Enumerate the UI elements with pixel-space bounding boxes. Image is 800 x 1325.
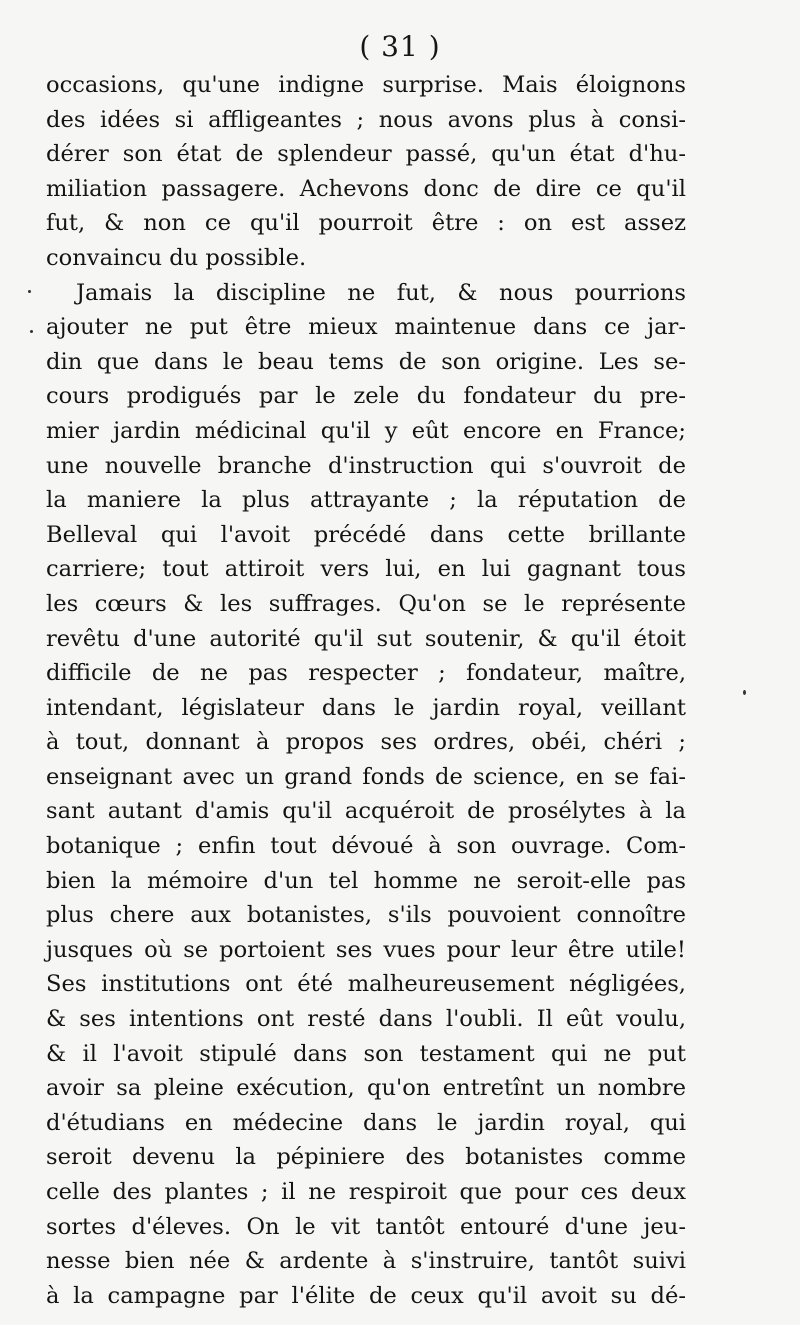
text-line: sortes d'éleves. On le vit tantôt entouré d'une jeu-	[46, 1213, 686, 1240]
text-line: convaincu du possible.	[46, 244, 307, 271]
text-line: nesse bien née & ardente à s'instruire, tantôt suivi	[46, 1248, 686, 1275]
text-line: ajouter ne put être mieux maintenue dans ce jar-	[46, 314, 686, 341]
text-line: à la campagne par l'élite de ceux qu'il avoit su dé-	[46, 1282, 686, 1309]
text-line: dérer son état de splendeur passé, qu'un état d'hu-	[46, 141, 686, 168]
text-line: occasions, qu'une indigne surprise. Mais éloignons	[46, 72, 686, 98]
text-line: enseignant avec un grand fonds de science, en se fai-	[46, 763, 686, 790]
text-line: carriere; tout attiroit vers lui, en lui gagnant tous	[46, 556, 686, 583]
page-text	[46, 68, 686, 1313]
text-line: seroit devenu la pépiniere des botanistes comme	[46, 1144, 686, 1171]
ink-speck	[28, 290, 31, 293]
page-number: ( 31 )	[359, 30, 441, 63]
ink-speck	[30, 330, 33, 333]
text-line: celle des plantes ; il ne respiroit que pour ces deux	[46, 1179, 686, 1205]
text-line: intendant, législateur dans le jardin royal, veillant	[46, 694, 686, 721]
text-line: une nouvelle branche d'instruction qui s'ouvroit de	[46, 452, 686, 479]
text-line: sant autant d'amis qu'il acquéroit de prosélytes à la	[46, 798, 686, 825]
text-line: mier jardin médicinal qu'il y eût encore en France;	[46, 417, 686, 444]
text-line: Belleval qui l'avoit précédé dans cette brillante	[46, 521, 686, 548]
text-line: les cœurs & les suffrages. Qu'on se le représente	[46, 590, 686, 617]
text-line: difficile de ne pas respecter ; fondateur, maître,	[46, 660, 686, 687]
text-line: & ses intentions ont resté dans l'oubli. Il eût voulu,	[46, 1006, 686, 1033]
text-line: la maniere la plus attrayante ; la réputation de	[46, 487, 686, 514]
text-line: jusques où se portoient ses vues pour leur être utile!	[46, 936, 686, 963]
text-line: Jamais la discipline ne fut, & nous pourrions	[76, 279, 686, 306]
text-line: din que dans le beau tems de son origine. Les se-	[46, 348, 686, 375]
text-line: cours prodigués par le zele du fondateur du pre-	[46, 383, 686, 410]
text-line: revêtu d'une autorité qu'il sut soutenir, & qu'il étoit	[46, 625, 686, 652]
text-line: bien la mémoire d'un tel homme ne seroit-elle pas	[46, 867, 686, 894]
ink-speck	[743, 690, 746, 695]
text-line: botanique ; enfin tout dévoué à son ouvrage. Com-	[46, 833, 686, 860]
paragraph-2	[46, 276, 686, 1314]
text-line: Ses institutions ont été malheureusement négligées,	[46, 971, 686, 998]
text-line: à tout, donnant à propos ses ordres, obéi, chéri ;	[46, 729, 686, 756]
text-line: & il l'avoit stipulé dans son testament qui ne put	[46, 1040, 686, 1067]
text-line: miliation passagere. Achevons donc de dire ce qu'il	[46, 175, 686, 202]
text-line: plus chere aux botanistes, s'ils pouvoient connoître	[46, 902, 686, 929]
text-line: avoir sa pleine exécution, qu'on entretînt un nombre	[46, 1075, 686, 1102]
paragraph-1	[46, 68, 686, 276]
text-line: des idées si affligeantes ; nous avons plus à consi-	[46, 106, 686, 133]
text-line: fut, & non ce qu'il pourroit être : on est assez	[46, 210, 686, 237]
text-line: d'étudians en médecine dans le jardin royal, qui	[46, 1109, 686, 1136]
